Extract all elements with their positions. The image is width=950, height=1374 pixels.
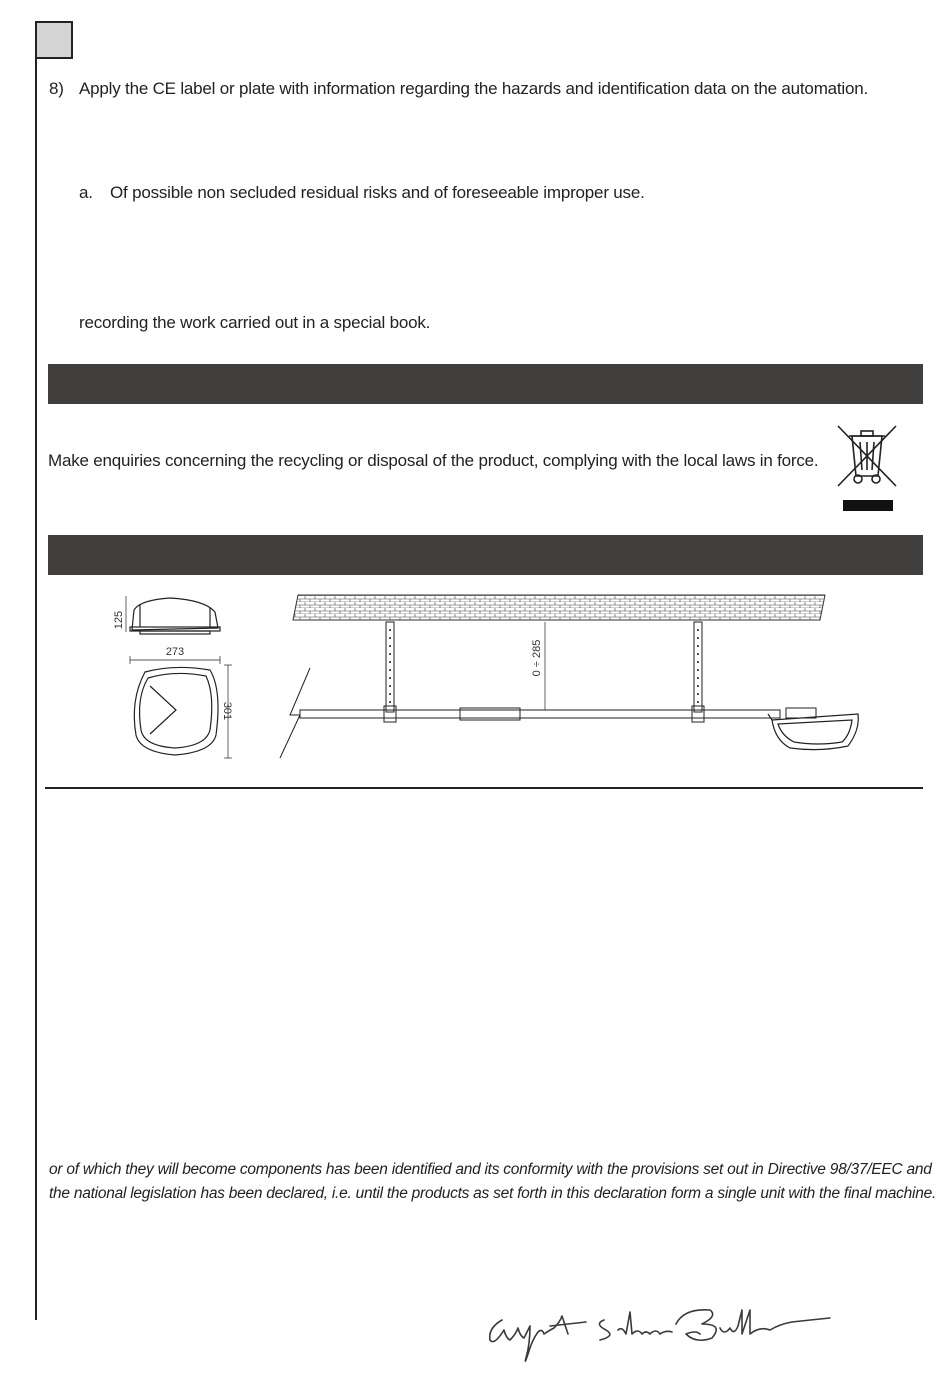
list-item-text: Apply the CE label or plate with information regarding the hazards and identification data on the automation.: [79, 79, 869, 98]
handwritten-signature: [480, 1300, 840, 1370]
sub-item-text: Of possible non secluded residual risks and of foreseeable improper use.: [110, 183, 645, 202]
disposal-text: Make enquiries concerning the recycling or disposal of the product, complying with the local laws in force.: [48, 451, 819, 470]
height-label: 125: [113, 610, 125, 630]
ceiling-gap-label: 0 ÷ 285: [531, 639, 543, 677]
left-margin-rule: [35, 59, 37, 1320]
depth-label: 301: [221, 701, 233, 721]
recording-text: recording the work carried out in a special book.: [79, 313, 431, 332]
crossed-out-wheelie-bin-icon: [834, 424, 900, 514]
motor-side-view: [126, 596, 220, 634]
section-header-band-dimensions: [48, 535, 923, 575]
section-header-band-disposal: [48, 364, 923, 404]
ceiling-wall: [293, 595, 825, 620]
motor-top-view: [130, 656, 232, 758]
declaration-line-1: or of which they will become components has been identified and its conformity with the provisions set out in Directive 98/37/EEC and: [49, 1161, 932, 1178]
width-label: 273: [165, 646, 185, 658]
list-item-number: 8): [49, 79, 64, 98]
door-break-line: [280, 668, 310, 758]
ceiling-brackets: [386, 622, 702, 712]
section-divider: [45, 787, 923, 789]
declaration-line-2: the national legislation has been declared, i.e. until the products as set forth in this declaration form a single unit with the final machine.: [49, 1185, 937, 1202]
dimensions-drawing: [100, 590, 870, 765]
page-corner-box: [35, 21, 73, 59]
rail: [300, 622, 816, 722]
motor-mounted: [768, 714, 858, 750]
sub-item-letter: a.: [79, 183, 93, 202]
